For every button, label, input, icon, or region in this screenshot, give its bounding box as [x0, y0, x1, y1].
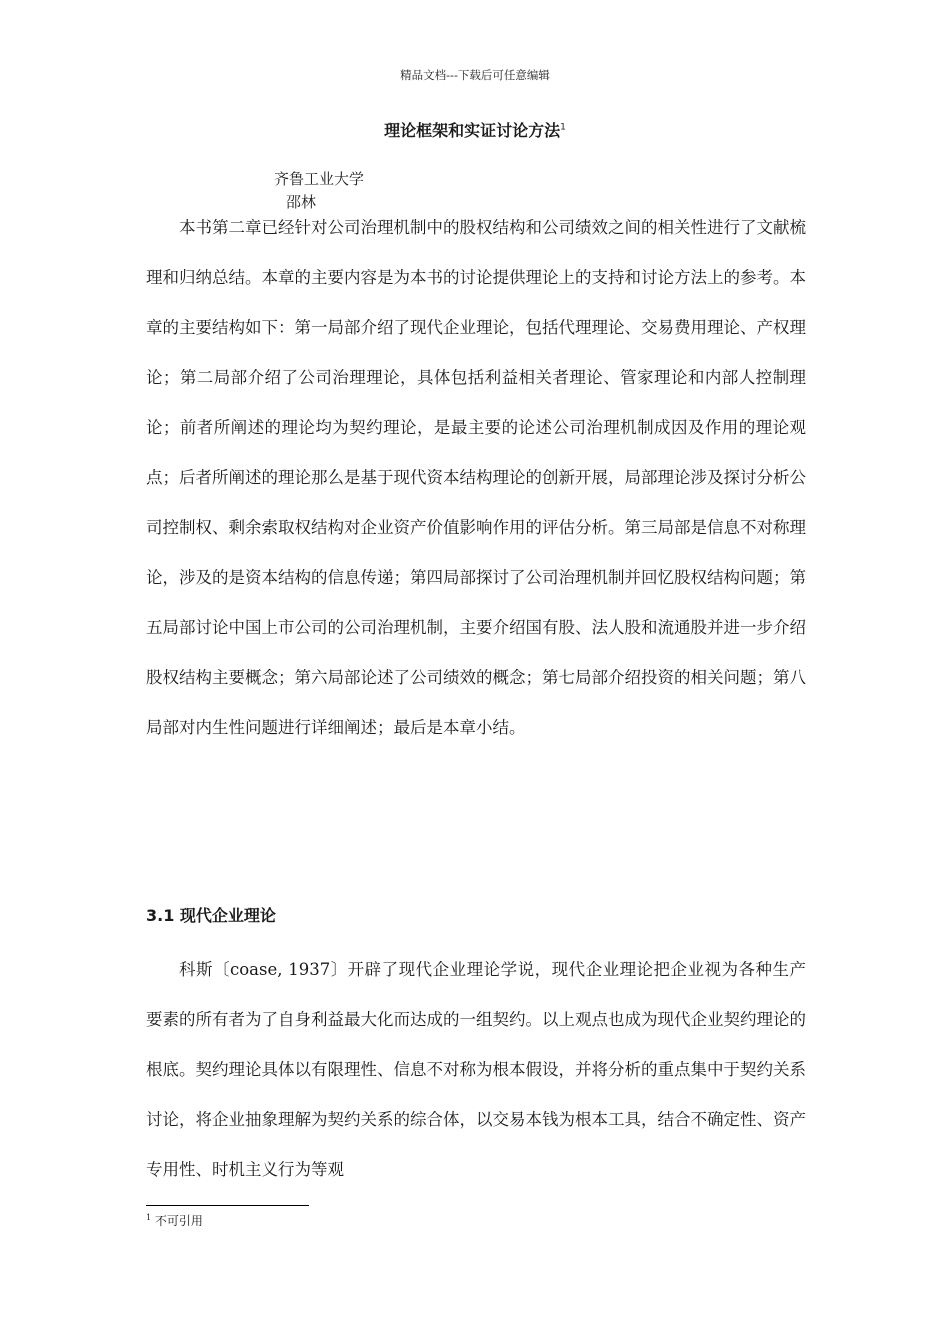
section-paragraph: 科斯〔coase, 1937〕开辟了现代企业理论学说，现代企业理论把企业视为各种生产要素的所有者为了自身利益最大化而达成的一组契约。以上观点也成为现代企业契约理论的根底。契约理论具体以有限理性、信息不对称为根本假设，并将分析的重点集中于契约关系讨论，将企业抽象理解为契约关系的综合体，以交易本钱为根本工具，结合不确定性、资产专用性、时机主义行为等观 — [146, 960, 806, 1179]
intro-paragraph: 本书第二章已经针对公司治理机制中的股权结构和公司绩效之间的相关性进行了文献梳理和归纳总结。本章的主要内容是为本书的讨论提供理论上的支持和讨论方法上的参考。本章的主要结构如下：第一局部介绍了现代企业理论，包括代理理论、交易费用理论、产权理论；第二局部介绍了公司治理理论，具体包括利益相关者理论、管家理论和内部人控制理论；前者所阐述的理论均为契约理论，是最主要的论述公司治理机制成因及作用的理论观点；后者所阐述的理论那么是基于现代资本结构理论的创新开展，局部理论涉及探讨分析公司控制权、剩余索取权结构对企业资产价值影响作用的评估分析。第三局部是信息不对称理论，涉及的是资本结构的信息传递；第四局部探讨了公司治理机制并回忆股权结构问题；第五局部讨论中国上市公司的公司治理机制，主要介绍国有股、法人股和流通股并进一步介绍股权结构主要概念；第六局部论述了公司绩效的概念；第七局部介绍投资的相关问题；第八局部对内生性问题进行详细阐述；最后是本章小结。 — [146, 218, 806, 737]
title-footnote-mark: 1 — [560, 122, 566, 133]
author-affiliation: 齐鲁工业大学 — [274, 170, 365, 188]
document-title — [0, 118, 950, 141]
section-heading: 3.1 现代企业理论 — [146, 906, 276, 925]
footnote — [146, 1212, 203, 1229]
footnote-divider — [146, 1205, 309, 1206]
author-name: 邵林 — [286, 193, 317, 211]
footnote-text: 不可引用 — [154, 1214, 203, 1228]
footnote-mark: 1 — [146, 1213, 152, 1222]
page-header: 精品文档---下载后可任意编辑 — [400, 68, 550, 82]
title-text: 理论框架和实证讨论方法 — [384, 121, 561, 140]
